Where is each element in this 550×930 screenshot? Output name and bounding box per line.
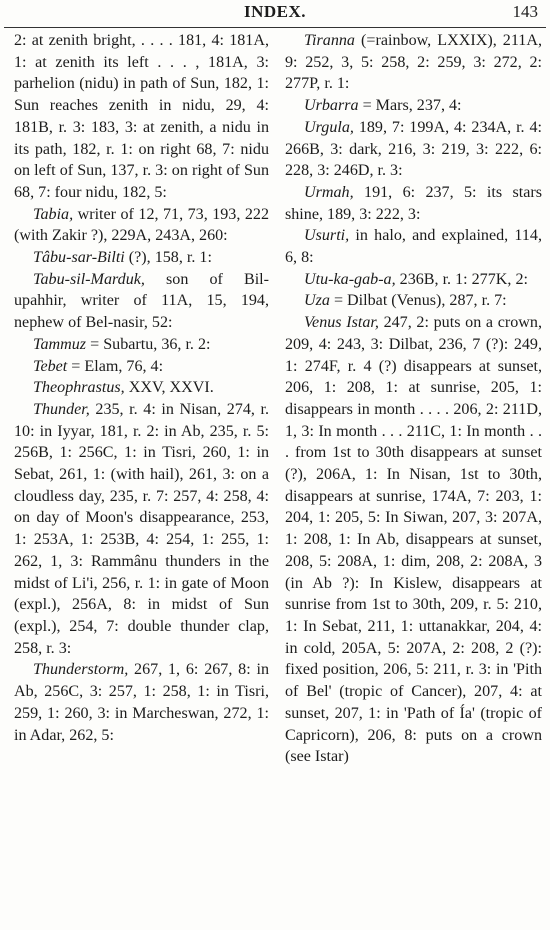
index-references: 247, 2: puts on a crown, 209, 4: 243, 3: Dilbat, 236, 7 (?): 249, 1: 274F, r. 4 (?) disappears at sunset, 206, 1: 208, 1: at sunrise, 205, 1: disappears in month . . . . 206, 2: 211D, 1, 3: In month . . . 211C, 1: In month . . . from 1st to 30th disappears at sunset (?), 206A, 1: In Nisan, 1st to 30th, disappears at sunrise, 174A, 7: 203, 1: 204, 1: 205, 5: In Siwan, 207, 3: 207A, 1: 208, 1: In Ab, disappears at sunset, 208, 5: 208A, 1: dim, 208, 2: 208A, 3 (in Ab ?): In Kislew, disappears at sunrise from 1st to 30th, 209, r. 5: 210, 1: In Sebat, 211, 1: uttanakkar, 204, 4: in cold, 205A, 5: 207A, 2: 208, 2 (?): fixed position, 206, 5: 211, r. 3: in 'Pith of Bel' (tropic of Cancer), 207, 4: at sunset, 207, 1: in 'Path of Ía' (tropic of Capricorn), 206, 8: puts on a crown (see Istar)	[285, 314, 542, 766]
index-entry	[285, 225, 542, 268]
index-term: Tabia,	[33, 205, 74, 223]
right-column	[285, 30, 542, 768]
index-references: 189, 7: 199A, 4: 234A, r. 4: 266B, 3: dark, 216, 3: 219, 3: 222, 6: 228, 3: 246D, r. 3:	[285, 118, 542, 180]
index-entry	[14, 377, 269, 399]
index-term: Theophrastus,	[33, 379, 125, 397]
index-term: Tiranna	[304, 32, 355, 49]
index-entry	[285, 30, 542, 95]
index-term: Thunderstorm,	[33, 661, 129, 679]
index-references: 191, 6: 237, 5: its stars shine, 189, 3: 222, 3:	[285, 183, 542, 223]
index-entry	[285, 95, 542, 117]
index-references: 236B, r. 1: 277K, 2:	[395, 270, 528, 288]
page-header	[0, 2, 550, 26]
index-term: Urbarra	[304, 97, 359, 115]
index-term: Tâbu-sar-Bilti	[33, 249, 125, 267]
index-term: Tebet	[33, 357, 68, 375]
page-number: 143	[512, 2, 538, 21]
index-references: 267, 1, 6: 267, 8: in Ab, 256C, 3: 257, 1: 258, 1: in Tisri, 259, 1: 260, 3: in Marcheswan, 272, 1: in Adar, 262, 5:	[14, 661, 269, 744]
index-references: in halo, and explained, 114, 6, 8:	[285, 227, 542, 267]
index-entry	[14, 269, 269, 334]
index-term: Utu-ka-gab-a,	[304, 270, 396, 288]
index-references: (=rainbow, LXXIX), 211A, 9: 252, 3, 5: 258, 2: 259, 3: 272, 2: 277P, r. 1:	[285, 32, 542, 93]
index-references: = Subartu, 36, r. 2:	[86, 335, 211, 353]
index-term: Uza	[304, 292, 330, 310]
index-entry	[285, 312, 542, 768]
index-entry	[14, 30, 269, 204]
index-term: Thunder,	[33, 400, 90, 418]
index-entry	[285, 117, 542, 182]
index-entry	[285, 269, 542, 291]
index-references: (?), 158, r. 1:	[124, 249, 212, 267]
index-references: = Mars, 237, 4:	[358, 97, 462, 115]
header-rule	[4, 27, 546, 28]
index-references: 2: at zenith bright, . . . . 181, 4: 181A, 1: at zenith its left . . . , 181A, 3: parhelion (nidu) in path of Sun, 182, 1: Sun reaches zenith in nidu, 29, 4: 181B, r. 3: 183, 3: at zenith, a nidu in its path, 182, r. 1: on right 68, 7: nidu on left of Sun, 137, r. 3: on right of Sun 68, 7: four nidu, 182, 5:	[14, 32, 269, 201]
index-references: XXV, XXVI.	[124, 379, 214, 397]
left-column	[14, 30, 269, 746]
index-term: Urgula,	[304, 118, 354, 136]
index-references: = Dilbat (Venus), 287, r. 7:	[329, 292, 507, 310]
index-entry	[285, 182, 542, 225]
index-references: = Elam, 76, 4:	[67, 357, 164, 375]
index-references: son of Bil-upahhir, writer of 11A, 15, 194, nephew of Bel-nasir, 52:	[14, 270, 269, 332]
index-entry	[14, 659, 269, 746]
index-entry	[14, 334, 269, 356]
index-references: writer of 12, 71, 73, 193, 222 (with Zakir ?), 229A, 243A, 260:	[14, 205, 269, 245]
index-entry	[14, 247, 269, 269]
index-entry	[285, 290, 542, 312]
index-references: 235, r. 4: in Nisan, 274, r. 10: in Iyyar, 181, r. 2: in Ab, 235, r. 5: 256B, 1: 256C, 1: in Tisri, 260, 1: in Sebat, 261, 1: (with hail), 261, 3: on a cloudless day, 235, r. 7: 257, 4: 258, 4: on day of Moon's disappearance, 253, 1: 253A, 1: 253B, 4: 254, 1: 255, 1: 262, 1, 3: Rammânu thunders in the midst of Li'i, 256, r. 1: in gate of Moon (expl.), 256A, 8: in midst of Sun (expl.), 254, 7: double thunder clap, 258, r. 3:	[14, 400, 269, 657]
index-entry	[14, 356, 269, 378]
index-term: Tammuz	[33, 335, 87, 353]
index-term: Usurti,	[304, 227, 350, 245]
index-term: Tabu-sil-Marduk,	[33, 270, 145, 288]
index-entry	[14, 204, 269, 247]
index-entry	[14, 399, 269, 659]
index-term: Urmah,	[304, 183, 354, 201]
index-term: Venus Istar,	[304, 314, 379, 332]
page-title: INDEX.	[243, 2, 307, 21]
